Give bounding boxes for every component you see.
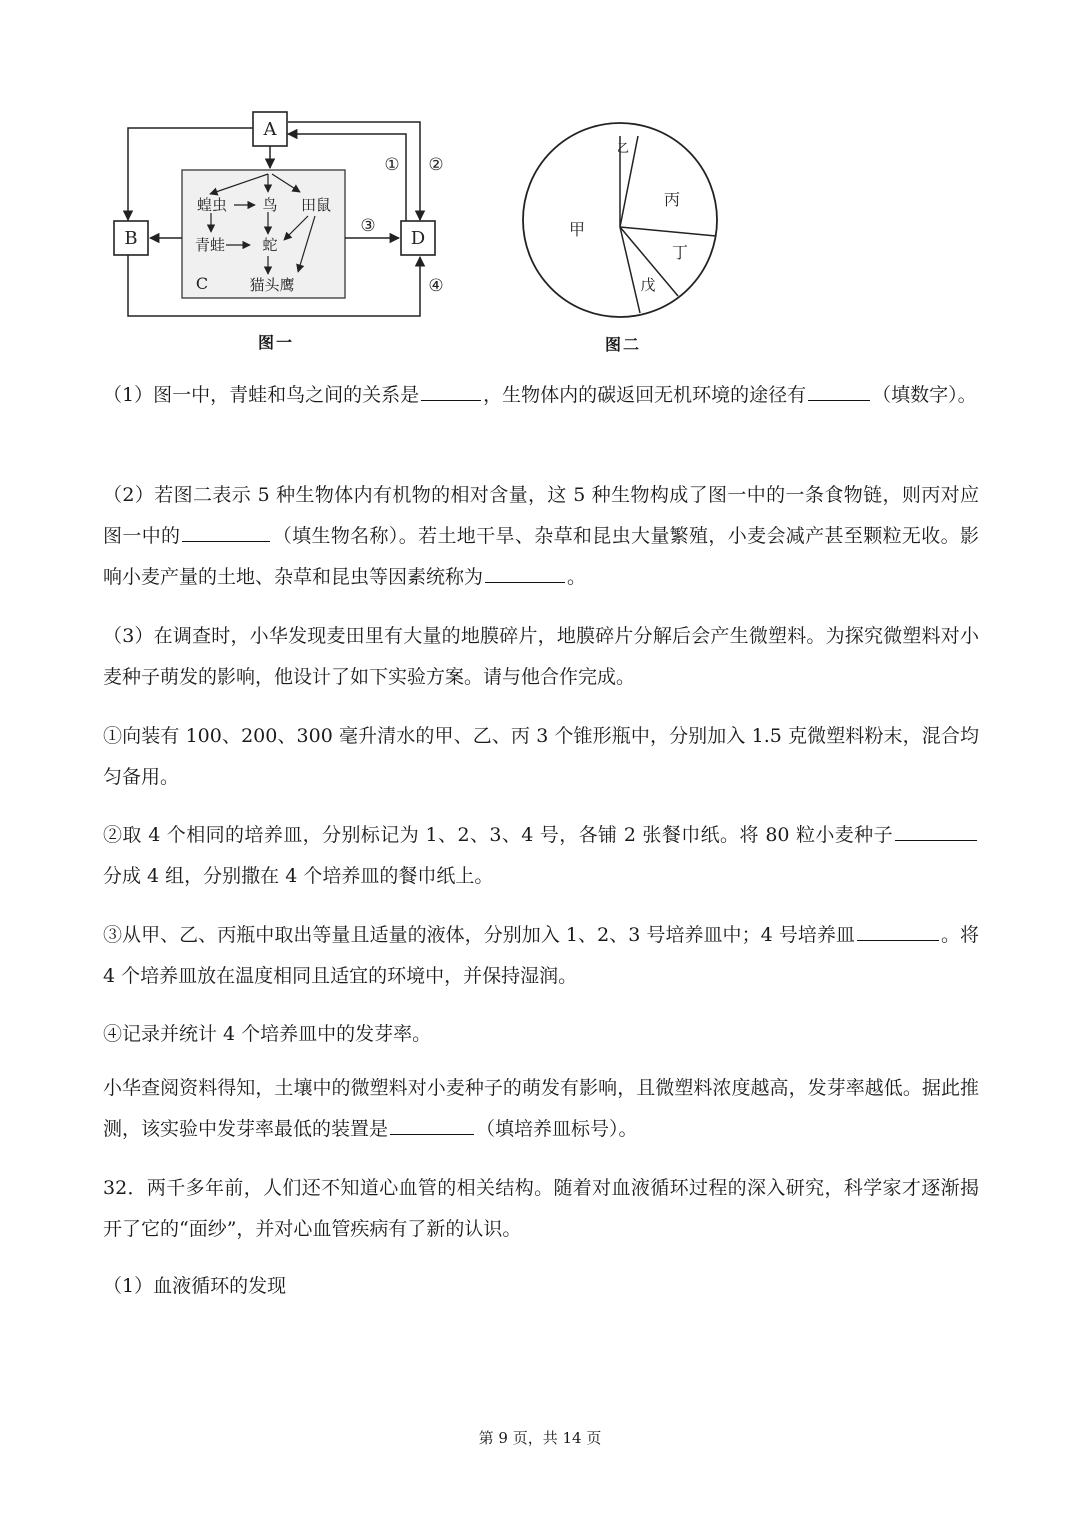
answer-blank[interactable]	[485, 562, 565, 583]
node-d-label: D	[410, 228, 426, 249]
organism-snake: 蛇	[262, 236, 278, 254]
organism-owl: 猫头鹰	[249, 276, 295, 294]
arrow-label-1: ①	[384, 155, 400, 175]
answer-blank[interactable]	[421, 380, 481, 401]
answer-blank[interactable]	[390, 1114, 474, 1135]
figure-2-caption: 图二	[605, 335, 642, 354]
question-2: （2）若图二表示 5 种生物体内有机物的相对含量，这 5 种生物构成了图一中的一条食物链，则丙对应图一中的 （填生物名称）。若土地干旱、杂草和昆虫大量繁殖，小麦会减产甚至颗粒无收。影响小麦产量的土地、杂草和昆虫等因素统称为 。	[103, 484, 979, 588]
figure-1-caption: 图一	[258, 333, 295, 352]
conclusion: 小华查阅资料得知，土壤中的微塑料对小麦种子的萌发有影响，且微塑料浓度越高，发芽率越低。据此推测，该实验中发芽率最低的装置是 （填培养皿标号）。	[103, 1077, 979, 1140]
node-a-label: A	[263, 119, 277, 140]
slice-yi-label: 乙	[616, 141, 630, 155]
answer-blank[interactable]	[857, 920, 939, 941]
step-3: ③从甲、乙、丙瓶中取出等量且适量的液体，分别加入 1、2、3 号培养皿中；4 号培养皿 。将 4 个培养皿放在温度相同且适宜的环境中，并保持湿润。	[103, 915, 979, 997]
question-3: （3）在调查时，小华发现麦田里有大量的地膜碎片，地膜碎片分解后会产生微塑料。为探究微塑料对小麦种子萌发的影响，他设计了如下实验方案。请与他合作完成。	[103, 625, 979, 688]
arrow-label-2: ②	[428, 155, 444, 175]
slice-jia-label: 甲	[568, 220, 586, 239]
step-1: ①向装有 100、200、300 毫升清水的甲、乙、丙 3 个锥形瓶中，分别加入 1.5 克微塑料粉末，混合均匀备用。	[103, 725, 979, 788]
organism-frog: 青蛙	[194, 236, 226, 254]
node-b-label: B	[124, 228, 138, 249]
arrow-label-4: ④	[428, 276, 444, 296]
slice-ding-label: 丁	[671, 243, 689, 262]
organism-locust: 蝗虫	[196, 196, 228, 214]
page-footer: 第 9 页，共 14 页	[478, 1429, 602, 1447]
step-4: ④记录并统计 4 个培养皿中的发芽率。	[103, 1023, 432, 1045]
question-32: 32．两千多年前，人们还不知道心血管的相关结构。随着对血液循环过程的深入研究，科学家才逐渐揭开了它的“面纱”，并对心血管疾病有了新的认识。	[103, 1177, 979, 1240]
step-2: ②取 4 个相同的培养皿，分别标记为 1、2、3、4 号，各铺 2 张餐巾纸。将 80 粒小麦种子分成 4 组，分别撒在 4 个培养皿的餐巾纸上。	[103, 815, 979, 897]
answer-blank[interactable]	[808, 380, 870, 401]
answer-blank[interactable]	[182, 521, 270, 542]
organism-field-mouse: 田鼠	[300, 196, 332, 214]
organism-bird: 鸟	[262, 196, 278, 214]
figure-2-pie-chart	[520, 120, 720, 320]
question-1: （1）图一中，青蛙和鸟之间的关系是 ，生物体内的碳返回无机环境的途径有 （填数字）。	[103, 375, 979, 416]
figure-1-food-web	[110, 108, 460, 328]
slice-bing-label: 丙	[663, 190, 681, 209]
node-c-label: C	[195, 274, 209, 293]
slice-wu-label: 戊	[640, 276, 656, 294]
arrow-label-3: ③	[360, 216, 376, 236]
question-32-part-1: （1）血液循环的发现	[103, 1275, 287, 1297]
answer-blank[interactable]	[895, 820, 977, 841]
